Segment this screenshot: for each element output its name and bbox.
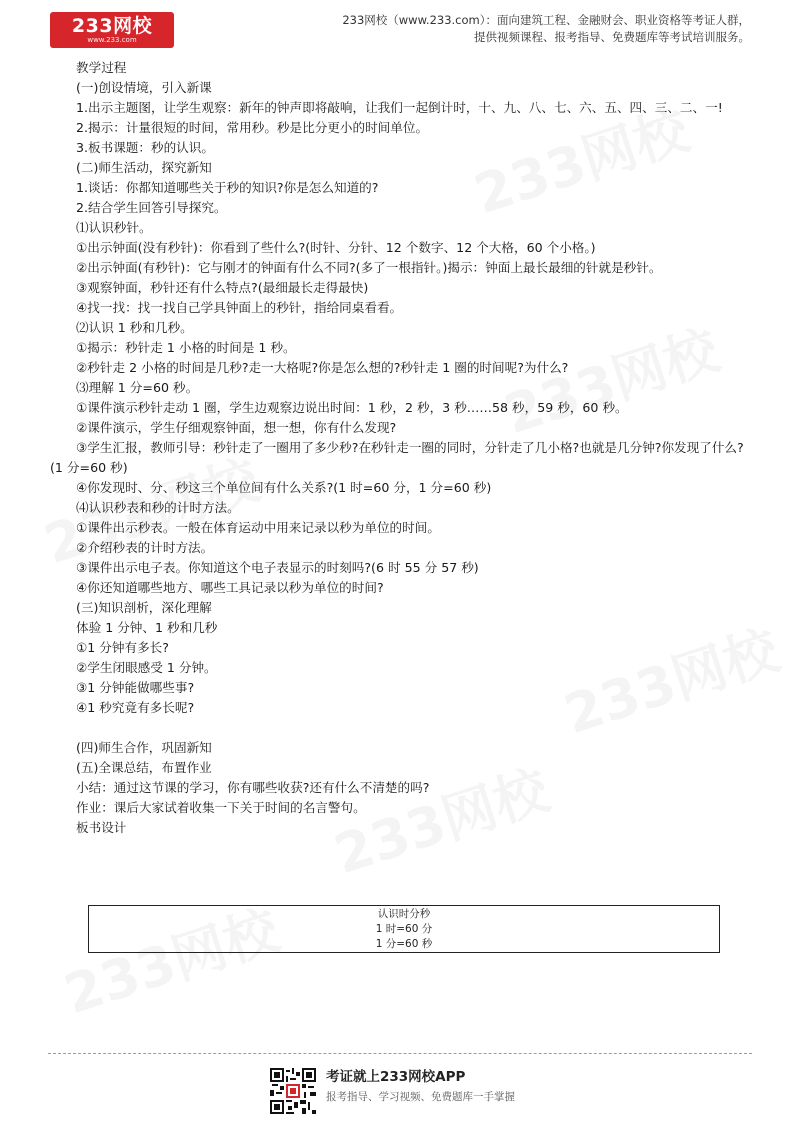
body-line: (二)师生活动，探究新知 bbox=[76, 160, 212, 175]
body-line: ⑷认识秒表和秒的计时方法。 bbox=[76, 500, 240, 515]
body-line: ②出示钟面(有秒针)：它与刚才的钟面有什么不同?(多了一根指针。)揭示：钟面上最长最细的针就是秒针。 bbox=[76, 260, 662, 275]
brand-logo bbox=[50, 12, 174, 48]
body-line: (一)创设情境，引入新课 bbox=[76, 80, 212, 95]
body-line: ①课件出示秒表。一般在体育运动中用来记录以秒为单位的时间。 bbox=[76, 520, 440, 535]
footer-app-title: 考证就上233网校APP bbox=[326, 1069, 466, 1085]
header-line-2: 提供视频课程、报考指导、免费题库等考试培训服务。 bbox=[474, 30, 750, 44]
page-header bbox=[0, 0, 800, 56]
header-description bbox=[342, 12, 750, 46]
body-line: ③课件出示电子表。你知道这个电子表显示的时刻吗?(6 时 55 分 57 秒) bbox=[76, 560, 479, 575]
spacer-line bbox=[76, 718, 756, 738]
body-line: 体验 1 分钟、1 秒和几秒 bbox=[76, 620, 218, 635]
blackboard-design-table bbox=[88, 905, 720, 953]
body-line: ②学生闭眼感受 1 分钟。 bbox=[76, 660, 217, 675]
body-line: 1.谈话：你都知道哪些关于秒的知识?你是怎么知道的? bbox=[76, 180, 379, 195]
body-line: 板书设计 bbox=[76, 820, 127, 835]
body-line: ②课件演示，学生仔细观察钟面，想一想，你有什么发现? bbox=[76, 420, 397, 435]
header-line-1: 233网校（www.233.com）：面向建筑工程、金融财会、职业资格等考证人群， bbox=[342, 13, 750, 27]
body-line: ②秒针走 2 小格的时间是几秒?走一大格呢?你是怎么想的?秒针走 1 圈的时间呢?为什么? bbox=[76, 360, 569, 375]
board-row-1: 1 时=60 分 bbox=[375, 922, 433, 935]
lesson-plan-body bbox=[50, 58, 756, 838]
body-line: (五)全课总结，布置作业 bbox=[76, 760, 212, 775]
body-line: 1.出示主题图，让学生观察：新年的钟声即将敲响，让我们一起倒计时，十、九、八、七、六、五、四、三、二、一! bbox=[76, 100, 723, 115]
body-line: ①揭示：秒针走 1 小格的时间是 1 秒。 bbox=[76, 340, 296, 355]
body-line: 小结：通过这节课的学习，你有哪些收获?还有什么不清楚的吗? bbox=[76, 780, 430, 795]
body-line: ③观察钟面，秒针还有什么特点?(最细最长走得最快) bbox=[76, 280, 369, 295]
body-line: ③1 分钟能做哪些事? bbox=[76, 680, 195, 695]
body-line: ②介绍秒表的计时方法。 bbox=[76, 540, 214, 555]
body-line: 3.板书课题：秒的认识。 bbox=[76, 140, 214, 155]
body-line: ④1 秒究竟有多长呢? bbox=[76, 700, 195, 715]
body-line: ⑴认识秒针。 bbox=[76, 220, 152, 235]
qr-code-icon bbox=[270, 1068, 316, 1114]
logo-text: 233网校 bbox=[71, 15, 153, 37]
body-line: ④找一找：找一找自己学具钟面上的秒针，指给同桌看看。 bbox=[76, 300, 403, 315]
body-line: ①课件演示秒针走动 1 圈，学生边观察边说出时间：1 秒，2 秒，3 秒……58 秒，59 秒，60 秒。 bbox=[76, 400, 628, 415]
body-line: 教学过程 bbox=[76, 60, 127, 75]
body-line: (三)知识剖析，深化理解 bbox=[76, 600, 212, 615]
body-line: ①1 分钟有多长? bbox=[76, 640, 169, 655]
board-title: 认识时分秒 bbox=[377, 907, 431, 920]
body-line: 2.揭示：计量很短的时间，常用秒。秒是比分更小的时间单位。 bbox=[76, 120, 429, 135]
body-line: (四)师生合作，巩固新知 bbox=[76, 740, 212, 755]
footer-divider bbox=[48, 1053, 752, 1054]
footer-app-subtitle: 报考指导、学习视频、免费题库一手掌握 bbox=[326, 1091, 515, 1103]
board-row-2: 1 分=60 秒 bbox=[375, 937, 433, 950]
body-line: 2.结合学生回答引导探究。 bbox=[76, 200, 227, 215]
body-line: ①出示钟面(没有秒针)：你看到了些什么?(时针、分针、12 个数字、12 个大格，60 个小格。) bbox=[76, 240, 596, 255]
body-line: ④你发现时、分、秒这三个单位间有什么关系?(1 时=60 分，1 分=60 秒) bbox=[76, 480, 492, 495]
body-line: ⑵认识 1 秒和几秒。 bbox=[76, 320, 193, 335]
body-line: 作业：课后大家试着收集一下关于时间的名言警句。 bbox=[76, 800, 366, 815]
logo-url: www.233.com bbox=[87, 36, 137, 44]
body-line: ③学生汇报，教师引导：秒针走了一圈用了多少秒?在秒针走一圈的同时，分针走了几小格?也就是几分钟?你发现了什么?(1 分=60 秒) bbox=[50, 440, 744, 475]
body-line: ⑶理解 1 分=60 秒。 bbox=[76, 380, 199, 395]
body-line: ④你还知道哪些地方、哪些工具记录以秒为单位的时间? bbox=[76, 580, 384, 595]
